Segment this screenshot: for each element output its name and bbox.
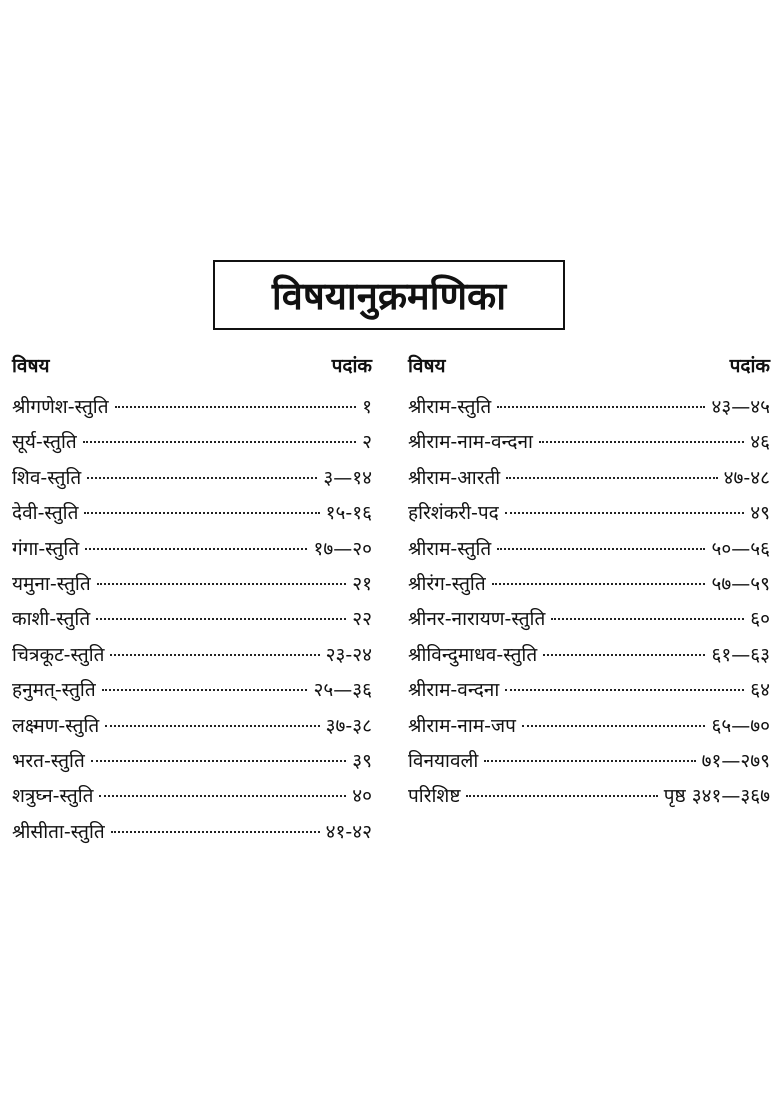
entry-page: ४९ [750, 502, 770, 525]
header-subject: विषय [408, 355, 446, 377]
toc-entry [408, 393, 770, 428]
entry-subject: श्रीविन्दुमाधव-स्तुति [408, 643, 538, 666]
entry-page: ४० [352, 785, 372, 808]
toc-entry [408, 570, 770, 605]
entry-page: २३-२४ [325, 643, 372, 666]
entry-page: ५०—५६ [711, 537, 770, 560]
entry-subject: परिशिष्ट [408, 785, 461, 808]
entry-page: २५—३६ [313, 679, 372, 702]
entry-subject: काशी-स्तुति [12, 608, 91, 631]
toc-entry [408, 464, 770, 499]
entry-page: २२ [352, 608, 372, 631]
toc-entry [12, 782, 372, 817]
toc-entry [408, 782, 770, 817]
toc-entry [12, 747, 372, 782]
dot-leader [497, 548, 705, 550]
header-page: पदांक [729, 355, 770, 377]
dot-leader [522, 725, 706, 727]
toc-entry [12, 535, 372, 570]
entry-subject: श्रीगणेश-स्तुति [12, 396, 109, 418]
entry-page: ४१-४२ [325, 820, 372, 843]
entry-page: पृष्ठ ३४१—३६७ [663, 785, 770, 808]
toc-entry [408, 712, 770, 747]
toc-entry [408, 747, 770, 782]
entry-subject: चित्रकूट-स्तुति [12, 643, 105, 666]
entry-subject: लक्ष्मण-स्तुति [12, 714, 100, 737]
entry-subject: सूर्य-स्तुति [12, 431, 77, 454]
entry-subject: श्रीराम-स्तुति [408, 396, 492, 418]
dot-leader [85, 548, 307, 550]
toc-list [12, 393, 372, 853]
dot-leader [484, 760, 695, 762]
entry-subject: हनुमत्-स्तुति [12, 679, 96, 702]
dot-leader [466, 795, 657, 797]
entry-page: ३—१४ [323, 466, 372, 489]
entry-page: ६४ [750, 679, 770, 702]
entry-page: १७—२० [313, 537, 372, 560]
toc-entry [408, 535, 770, 570]
dot-leader [99, 795, 346, 797]
dot-leader [551, 618, 744, 620]
entry-subject: हरिशंकरी-पद [408, 502, 499, 525]
entry-page: ४६ [750, 431, 770, 454]
toc-entry [12, 464, 372, 499]
entry-subject: श्रीरंग-स्तुति [408, 572, 486, 595]
entry-subject: श्रीराम-वन्दना [408, 679, 500, 702]
toc-entry [12, 818, 372, 853]
entry-subject: श्रीराम-नाम-वन्दना [408, 431, 533, 454]
dot-leader [111, 831, 320, 833]
entry-page: १ [362, 396, 372, 418]
entry-subject: श्रीनर-नारायण-स्तुति [408, 608, 546, 631]
dot-leader [96, 618, 346, 620]
dot-leader [492, 583, 706, 585]
toc-entry [12, 676, 372, 711]
dot-leader [110, 654, 319, 656]
entry-page: ७१—२७९ [701, 749, 770, 772]
entry-subject: भरत-स्तुति [12, 749, 85, 772]
entry-page: २ [362, 431, 372, 454]
entry-subject: श्रीराम-नाम-जप [408, 714, 516, 737]
entry-page: ६५—७० [711, 714, 770, 737]
entry-subject: श्रीराम-आरती [408, 466, 501, 489]
column-header [12, 345, 372, 385]
toc-entry [408, 428, 770, 463]
entry-subject: शत्रुघ्न-स्तुति [12, 785, 94, 808]
dot-leader [83, 441, 356, 443]
entry-subject: शिव-स्तुति [12, 466, 82, 489]
toc-entry [12, 428, 372, 463]
page-title: विषयानुक्रमणिका [213, 260, 565, 330]
entry-subject: गंगा-स्तुति [12, 537, 80, 560]
entry-page: ४७-४८ [723, 466, 770, 489]
entry-page: ४३—४५ [711, 396, 770, 418]
header-subject: विषय [12, 355, 50, 377]
entry-page: ३७-३८ [325, 714, 372, 737]
entry-subject: यमुना-स्तुति [12, 572, 91, 595]
toc-entry [12, 605, 372, 640]
dot-leader [91, 760, 346, 762]
dot-leader [87, 477, 317, 479]
entry-subject: विनयावली [408, 749, 479, 772]
entry-page: १५-१६ [325, 502, 372, 525]
toc-column-right [408, 345, 770, 818]
dot-leader [102, 689, 308, 691]
dot-leader [539, 441, 744, 443]
entry-page: ५७—५९ [711, 572, 770, 595]
toc-column-left [12, 345, 372, 853]
entry-page: ६१—६३ [711, 643, 770, 666]
toc-entry [12, 393, 372, 428]
toc-entry [12, 570, 372, 605]
entry-page: ६० [750, 608, 770, 631]
dot-leader [543, 654, 705, 656]
dot-leader [505, 689, 744, 691]
entry-subject: देवी-स्तुति [12, 502, 79, 525]
entry-subject: श्रीसीता-स्तुति [12, 820, 105, 843]
column-header [408, 345, 770, 385]
toc-entry [408, 499, 770, 534]
dot-leader [105, 725, 319, 727]
toc-entry [408, 641, 770, 676]
dot-leader [115, 406, 357, 408]
toc-entry [12, 641, 372, 676]
dot-leader [97, 583, 347, 585]
toc-entry [12, 712, 372, 747]
entry-page: ३९ [352, 749, 372, 772]
toc-entry [12, 499, 372, 534]
toc-entry [408, 605, 770, 640]
dot-leader [497, 406, 705, 408]
toc-entry [408, 676, 770, 711]
dot-leader [505, 512, 745, 514]
entry-page: २१ [352, 572, 372, 595]
header-page: पदांक [331, 355, 372, 377]
dot-leader [84, 512, 319, 514]
entry-subject: श्रीराम-स्तुति [408, 537, 492, 560]
dot-leader [506, 477, 717, 479]
toc-list [408, 393, 770, 818]
